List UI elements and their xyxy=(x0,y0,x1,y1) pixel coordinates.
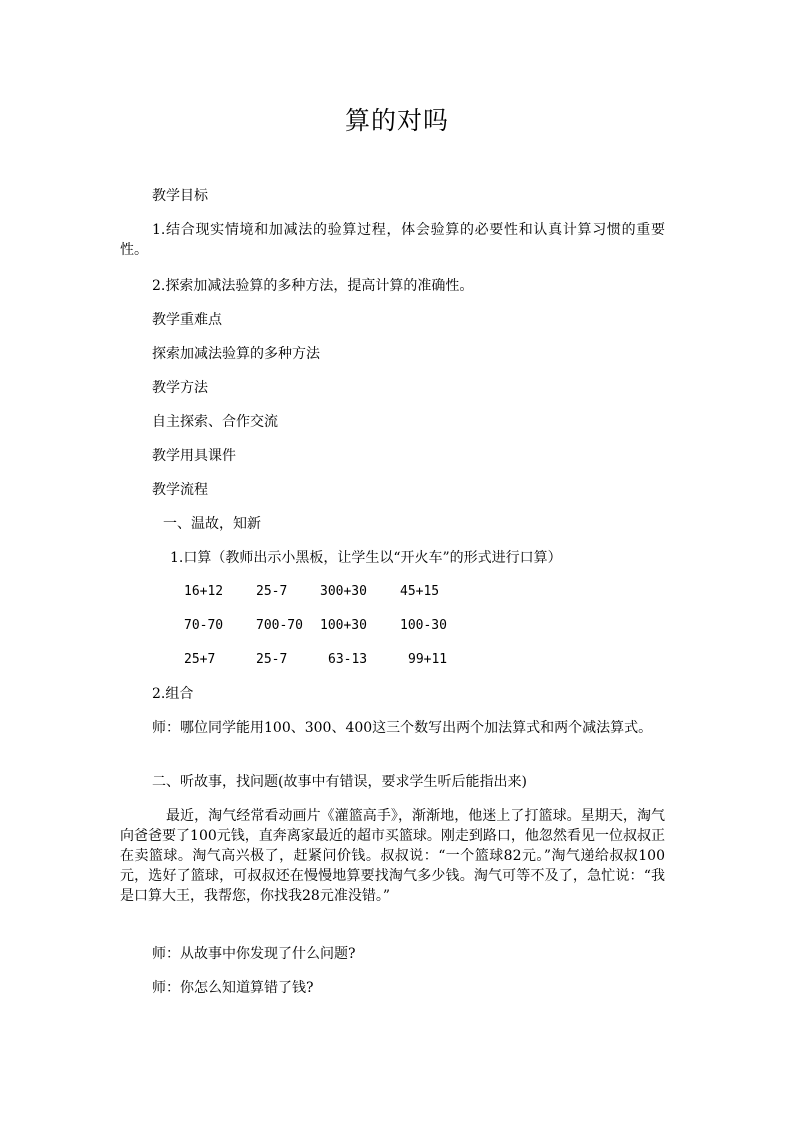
calc-item: 16+12 xyxy=(184,584,224,599)
calc-item: 70-70 xyxy=(184,618,224,633)
question-2: 师：你怎么知道算错了钱? xyxy=(152,980,314,996)
calc-row xyxy=(0,650,794,670)
goal-2-paragraph: 2.探索加减法验算的多种方法，提高计算的准确性。 xyxy=(152,278,474,294)
goal-1-paragraph: 1.结合现实情境和加减法的验算过程，体会验算的必要性和认真计算习惯的重要性。 xyxy=(120,222,665,258)
method-text: 自主探索、合作交流 xyxy=(152,414,278,430)
story-paragraph: 最近，淘气经常看动画片《灌篮高手》，渐渐地，他迷上了打篮球。星期天，淘气向爸爸要了100元钱，直奔离家最近的超市买篮球。刚走到路口，他忽然看见一位叔叔正在卖篮球。淘气高兴极了，赶紧问价钱。叔叔说：“一个篮球82元。”淘气递给叔叔100元，选好了篮球，可叔叔还在慢慢地算要找淘气多少钱。淘气可等不及了，急忙说：“我是口算大王，我帮您，你找我28元准没错。” xyxy=(120,808,665,904)
calc-item: 63-13 xyxy=(328,652,368,667)
process-heading: 教学流程 xyxy=(152,482,208,498)
page-title: 算的对吗 xyxy=(344,106,449,135)
part-1-heading: 一、温故，知新 xyxy=(163,516,261,532)
calc-item: 99+11 xyxy=(408,652,448,667)
calc-item: 25+7 xyxy=(184,652,216,667)
goals-heading: 教学目标 xyxy=(152,188,208,204)
part-2-heading: 二、听故事，找问题(故事中有错误，要求学生听后能指出来) xyxy=(152,774,527,790)
calc-item: 100-30 xyxy=(400,618,447,633)
question-1: 师：从故事中你发现了什么问题? xyxy=(152,946,356,962)
calc-item: 45+15 xyxy=(400,584,440,599)
calc-row xyxy=(0,616,794,636)
calc-item: 300+30 xyxy=(320,584,367,599)
combine-paragraph: 师：哪位同学能用100、300、400这三个数写出两个加法算式和两个减法算式。 xyxy=(152,720,653,736)
key-text: 探索加减法验算的多种方法 xyxy=(152,346,320,362)
method-heading: 教学方法 xyxy=(152,380,208,396)
calc-item: 100+30 xyxy=(320,618,367,633)
calc-item: 700-70 xyxy=(256,618,303,633)
tools-heading: 教学用具课件 xyxy=(152,448,236,464)
combine-heading: 2.组合 xyxy=(152,686,194,702)
key-heading: 教学重难点 xyxy=(152,312,222,328)
calc-item: 25-7 xyxy=(256,652,288,667)
oral-calc-heading: 1.口算（教师出示小黑板，让学生以“开火车”的形式进行口算） xyxy=(170,550,562,566)
calc-item: 25-7 xyxy=(256,584,288,599)
calc-row xyxy=(0,582,794,602)
